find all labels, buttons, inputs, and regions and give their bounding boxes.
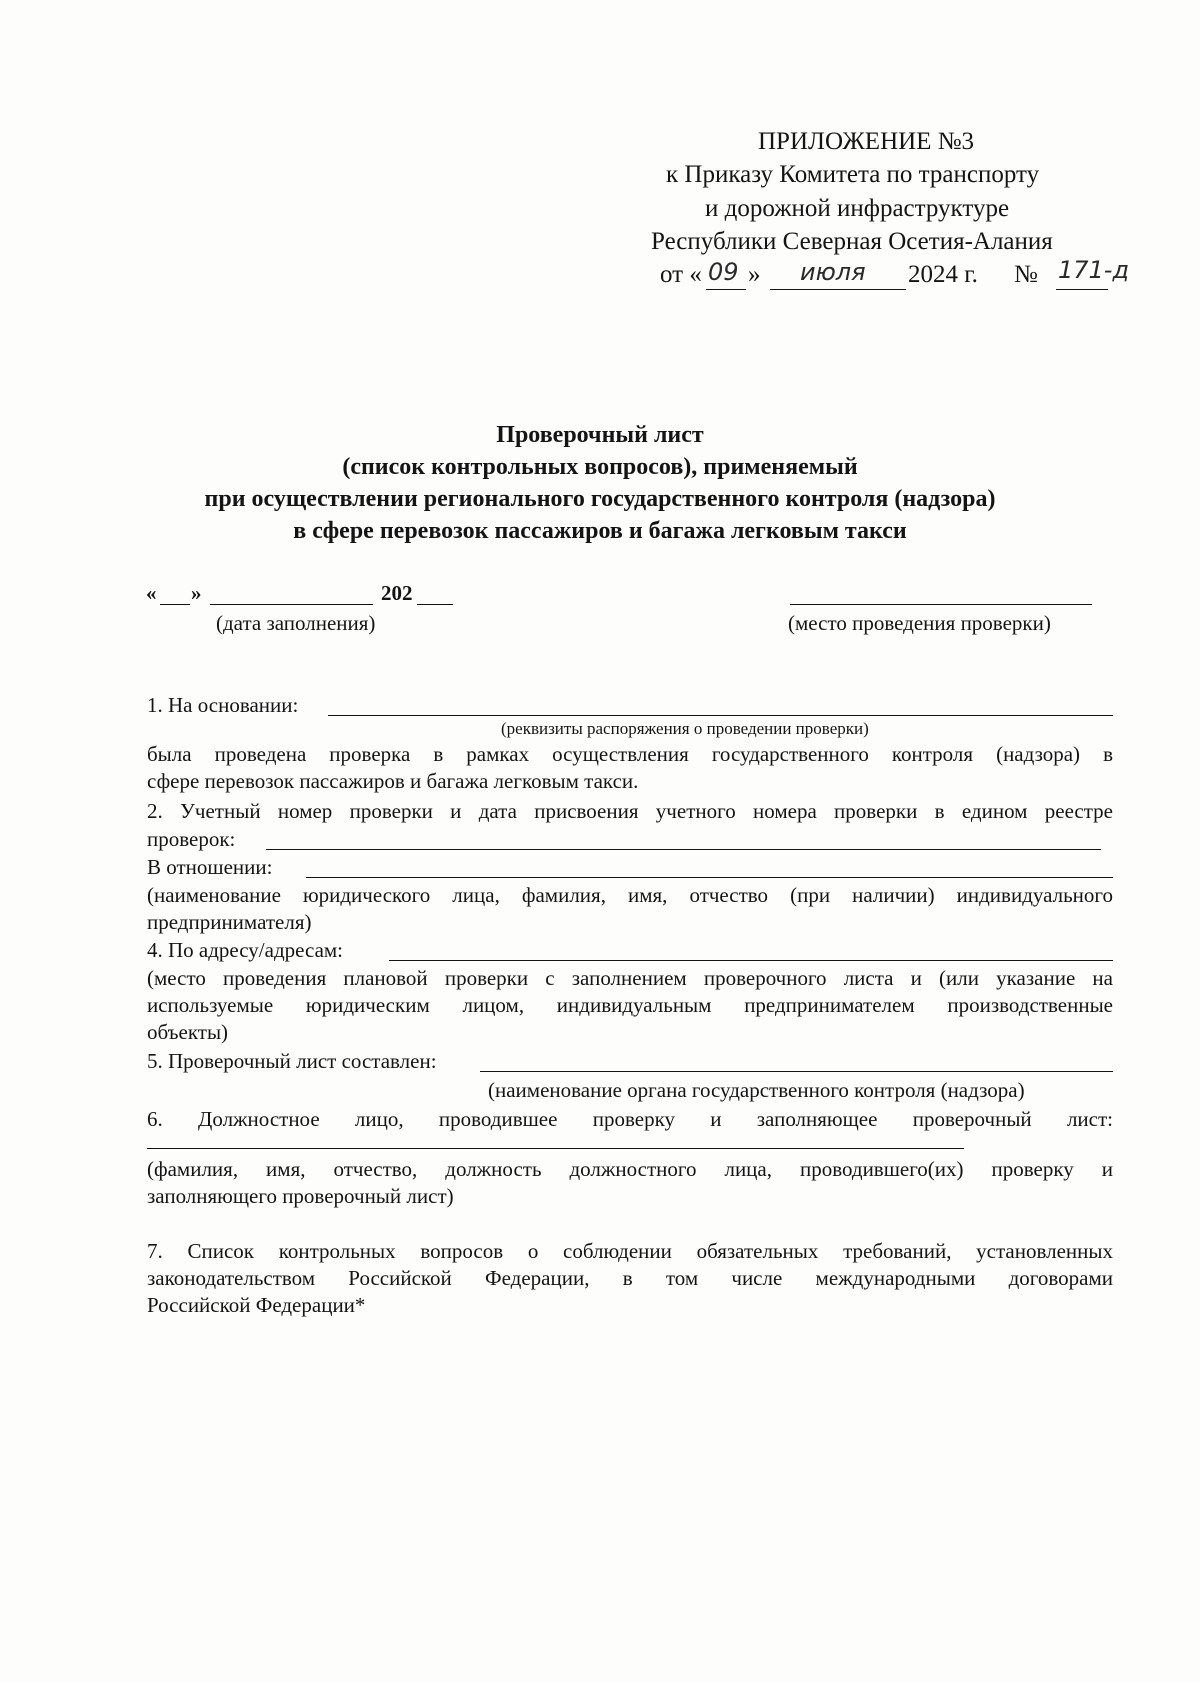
order-date-row xyxy=(660,256,1130,293)
place-caption: (место проведения проверки) xyxy=(788,611,1051,635)
date-prefix: от « xyxy=(660,261,702,288)
year-prefix: 202 xyxy=(381,581,413,605)
order-year: 2024 г. xyxy=(908,261,978,288)
item-7-text-1: 7. Список контрольных вопросов о соблюдении обязательных требований, установленных xyxy=(147,1239,1113,1263)
appendix-line-3: Республики Северная Осетия-Алания xyxy=(651,228,1053,255)
item-6-text: 6. Должностное лицо, проводившее проверку и заполняющее проверочный лист: xyxy=(147,1107,1113,1131)
item-1-caption: (реквизиты распоряжения о проведении проверки) xyxy=(501,719,869,738)
appendix-line-2: и дорожной инфраструктуре xyxy=(705,195,1010,222)
item-4-caption-1: (место проведения плановой проверки с заполнением проверочного листа и (или указание на xyxy=(147,966,1113,990)
item-4-caption-3: объекты) xyxy=(147,1020,229,1044)
item-1-text-1: была проведена проверка в рамках осуществления государственного контроля (надзора) в xyxy=(147,742,1113,766)
item-5-label: 5. Проверочный лист составлен: xyxy=(147,1049,437,1073)
item-4-label: 4. По адресу/адресам: xyxy=(147,938,344,962)
title-line-3: при осуществлении регионального государственного контроля (надзора) xyxy=(204,486,996,512)
order-number-label: № xyxy=(1014,261,1038,288)
date-mid: » xyxy=(748,261,761,288)
title-line-1: Проверочный лист xyxy=(496,422,704,448)
item-3-caption-2: предпринимателя) xyxy=(147,910,312,934)
item-7-text-2: законодательством Российской Федерации, в том числе международными договорами xyxy=(147,1266,1113,1290)
appendix-line-1: к Приказу Комитета по транспорту xyxy=(666,161,1040,188)
title-line-2: (список контрольных вопросов), применяемый xyxy=(342,454,858,480)
item-2-text-1: 2. Учетный номер проверки и дата присвоения учетного номера проверки в едином реестре xyxy=(147,799,1113,823)
title-line-4: в сфере перевозок пассажиров и багажа легковым такси xyxy=(293,518,907,544)
item-3-label: В отношении: xyxy=(147,855,273,879)
item-3-caption-1: (наименование юридического лица, фамилия, имя, отчество (при наличии) индивидуального xyxy=(147,883,1113,907)
date-close-quote: » xyxy=(191,581,202,605)
date-caption: (дата заполнения) xyxy=(216,611,376,635)
handwritten-day: 09 xyxy=(708,258,739,286)
handwritten-order-number: 171-д xyxy=(1058,256,1130,284)
handwritten-month: июля xyxy=(800,258,866,286)
item-5-caption: (наименование органа государственного контроля (надзора) xyxy=(488,1078,1025,1102)
item-2-text-2: проверок: xyxy=(147,827,236,851)
item-1-label: 1. На основании: xyxy=(147,693,299,717)
item-1-text-2: сфере перевозок пассажиров и багажа легковым такси. xyxy=(147,769,639,793)
item-4-caption-2: используемые юридическим лицом, индивидуальным предпринимателем производственные xyxy=(147,993,1113,1017)
date-open-quote: « xyxy=(146,581,157,605)
item-7-text-3: Российской Федерации* xyxy=(147,1293,366,1317)
appendix-title: ПРИЛОЖЕНИЕ №3 xyxy=(758,128,975,155)
item-6-caption-2: заполняющего проверочный лист) xyxy=(147,1184,454,1208)
item-6-caption-1: (фамилия, имя, отчество, должность должностного лица, проводившего(их) проверку и xyxy=(147,1157,1113,1181)
